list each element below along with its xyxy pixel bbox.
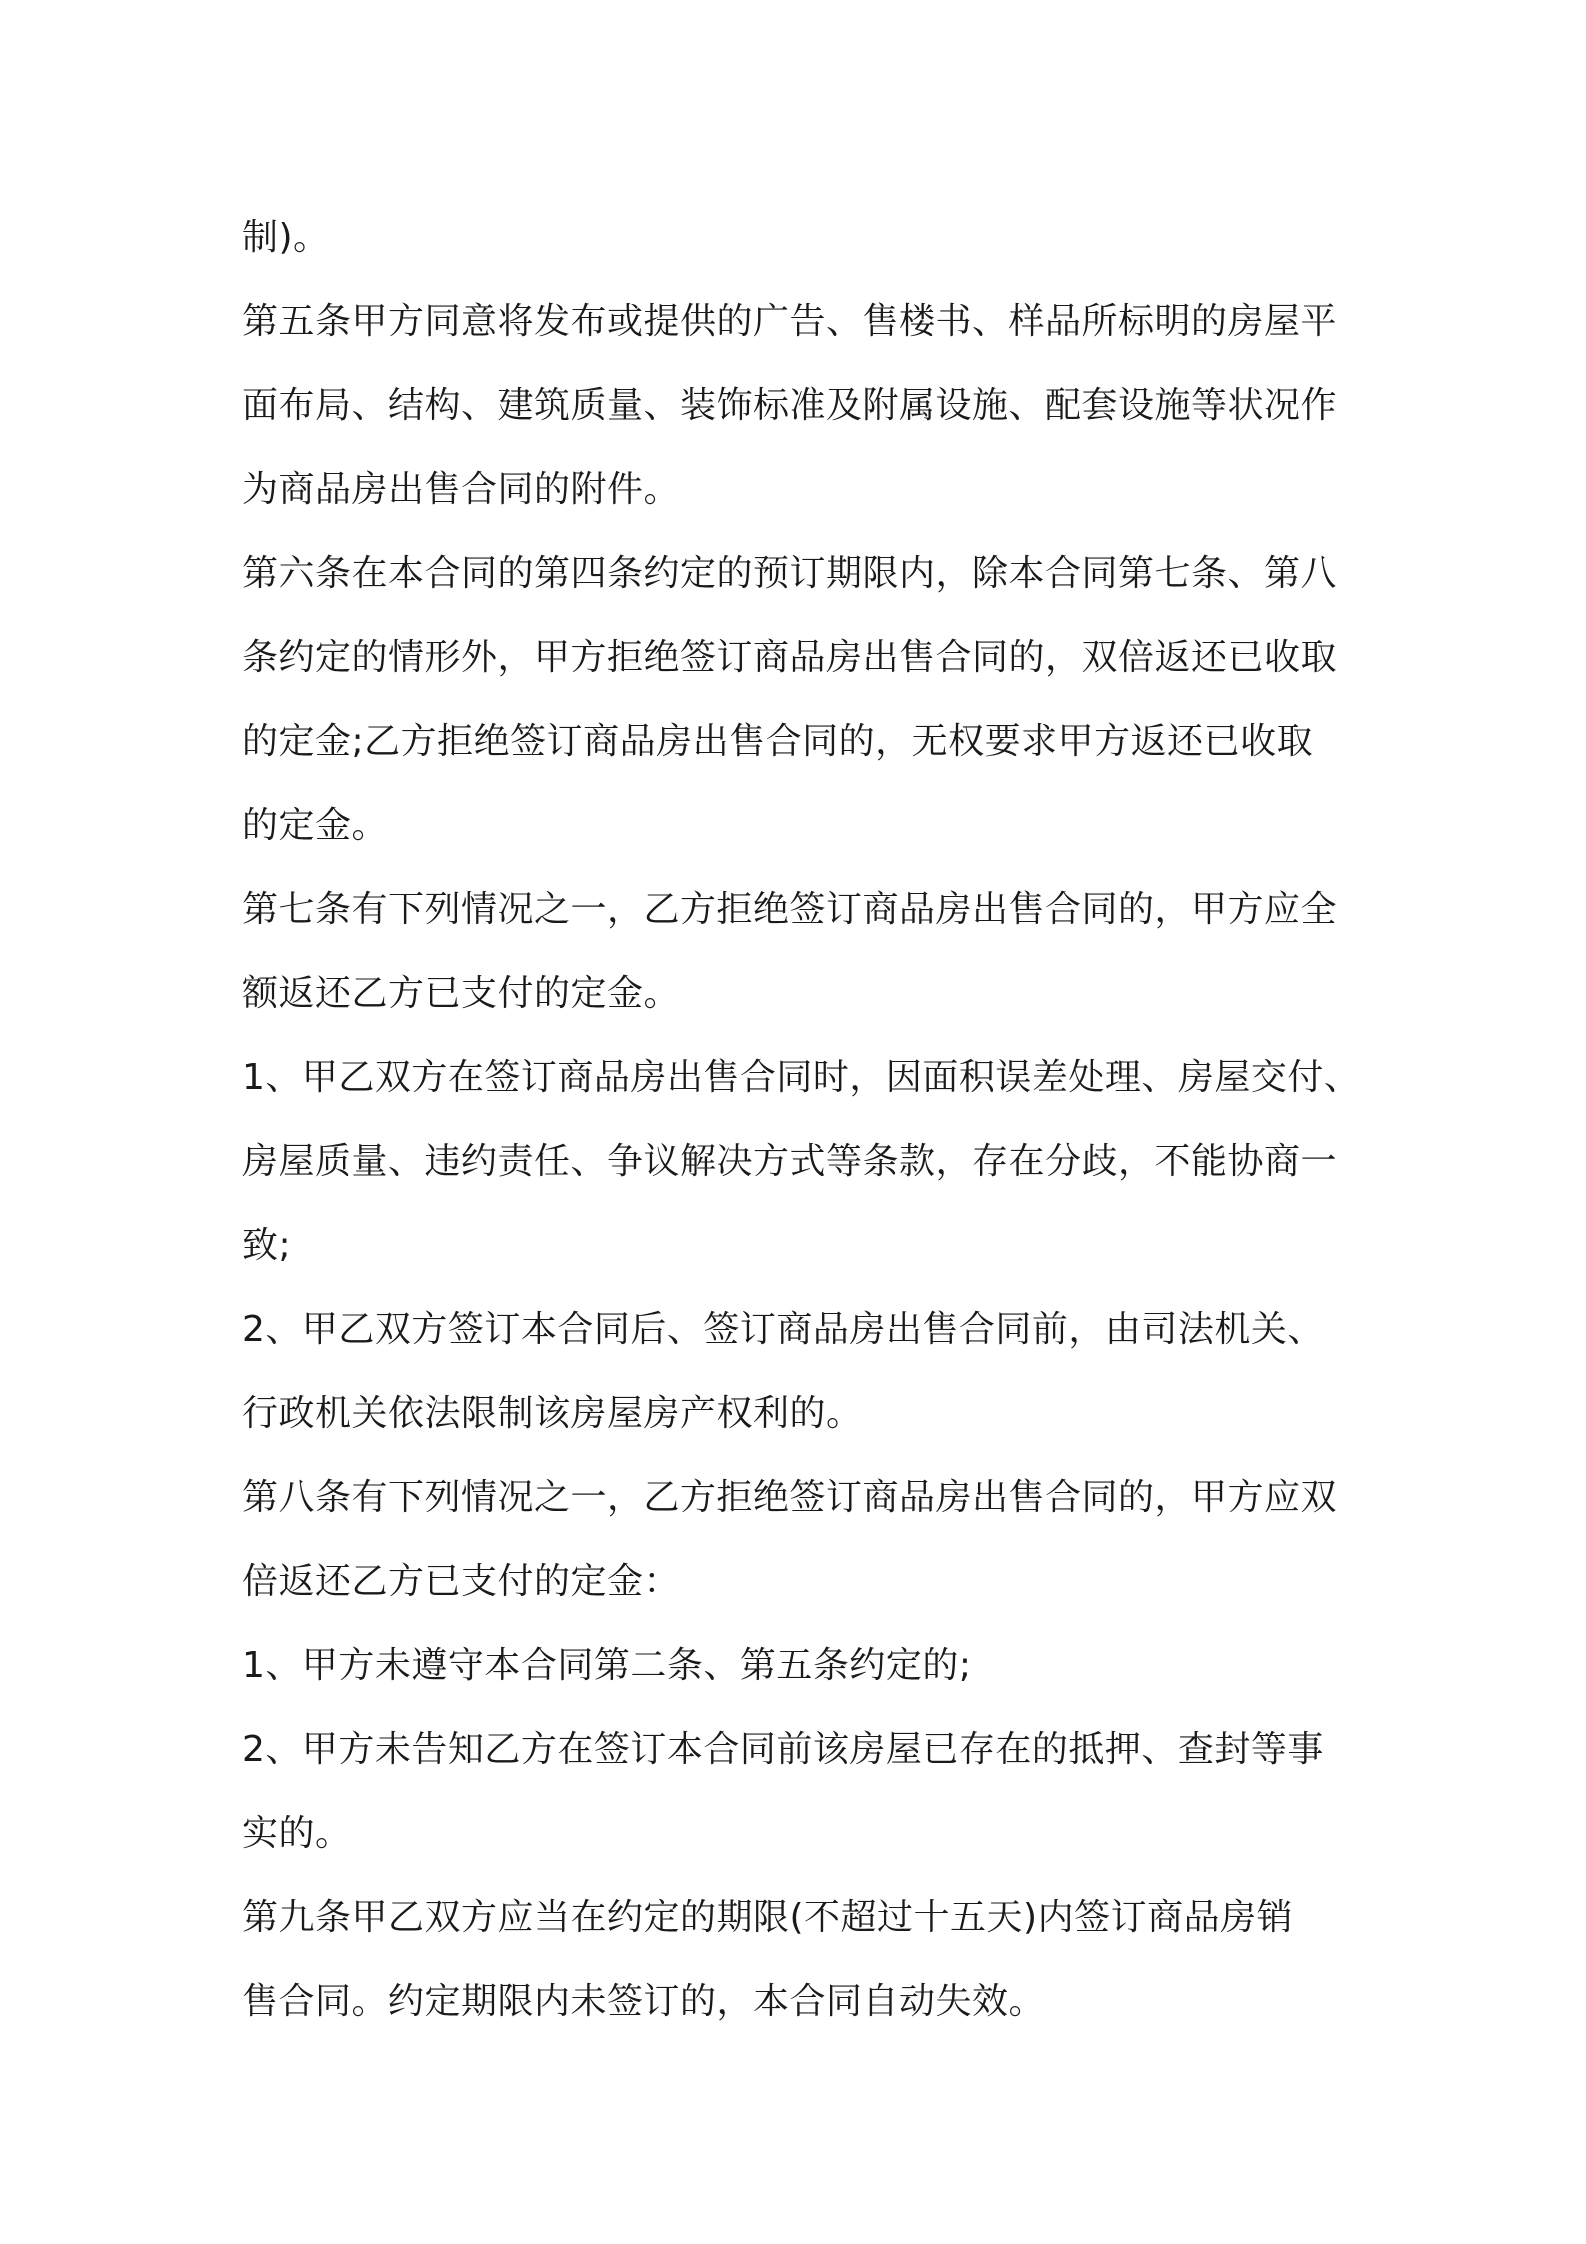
document-body: [242, 196, 1372, 2044]
text-line: 行政机关依法限制该房屋房产权利的。: [242, 1393, 863, 1434]
text-line: 2、甲方未告知乙方在签订本合同前该房屋已存在的抵押、查封等事: [242, 1729, 1324, 1770]
text-line: 第七条有下列情况之一，乙方拒绝签订商品房出售合同的，甲方应全: [242, 889, 1338, 930]
text-line: 第八条有下列情况之一，乙方拒绝签订商品房出售合同的，甲方应双: [242, 1477, 1338, 1518]
text-line: 的定金;乙方拒绝签订商品房出售合同的，无权要求甲方返还已收取: [242, 721, 1314, 762]
text-line: 致;: [242, 1225, 292, 1266]
text-line: 倍返还乙方已支付的定金：: [242, 1561, 681, 1602]
text-line: 面布局、结构、建筑质量、装饰标准及附属设施、配套设施等状况作: [242, 385, 1338, 426]
text-line: 实的。: [242, 1813, 352, 1854]
text-line: 1、甲方未遵守本合同第二条、第五条约定的;: [242, 1645, 972, 1686]
text-line: 条约定的情形外，甲方拒绝签订商品房出售合同的，双倍返还已收取: [242, 637, 1338, 678]
text-line: 制)。: [242, 217, 330, 258]
text-line: 第九条甲乙双方应当在约定的期限(不超过十五天)内签订商品房销: [242, 1897, 1294, 1938]
text-line: 房屋质量、违约责任、争议解决方式等条款，存在分歧，不能协商一: [242, 1141, 1338, 1182]
text-line: 售合同。约定期限内未签订的，本合同自动失效。: [242, 1981, 1046, 2022]
text-line: 额返还乙方已支付的定金。: [242, 973, 681, 1014]
text-line: 第六条在本合同的第四条约定的预订期限内，除本合同第七条、第八: [242, 553, 1338, 594]
text-line: 第五条甲方同意将发布或提供的广告、售楼书、样品所标明的房屋平: [242, 301, 1338, 342]
text-line: 的定金。: [242, 805, 389, 846]
text-line: 为商品房出售合同的附件。: [242, 469, 681, 510]
text-line: 1、甲乙双方在签订商品房出售合同时，因面积误差处理、房屋交付、: [242, 1057, 1361, 1098]
text-line: 2、甲乙双方签订本合同后、签订商品房出售合同前，由司法机关、: [242, 1309, 1324, 1350]
